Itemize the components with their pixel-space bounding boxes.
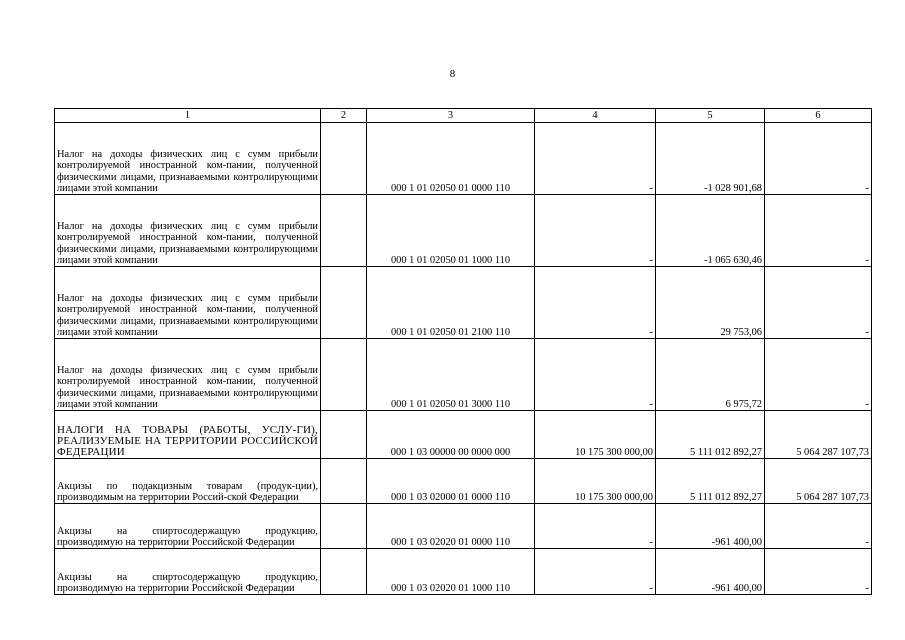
row-code: 000 1 01 02050 01 3000 110	[367, 339, 535, 411]
row-code: 000 1 03 02020 01 1000 110	[367, 549, 535, 595]
row-col6: -	[765, 549, 872, 595]
row-col2	[321, 195, 367, 267]
row-col4: -	[535, 195, 656, 267]
row-col4: 10 175 300 000,00	[535, 411, 656, 459]
row-col5: -1 028 901,68	[656, 123, 765, 195]
header-col-5: 5	[656, 109, 765, 123]
table-row	[55, 504, 872, 549]
row-col5: -961 400,00	[656, 549, 765, 595]
header-row	[55, 109, 872, 123]
row-col5: 29 753,06	[656, 267, 765, 339]
header-col-1: 1	[55, 109, 321, 123]
row-col6: -	[765, 339, 872, 411]
row-col2	[321, 123, 367, 195]
row-code: 000 1 01 02050 01 2100 110	[367, 267, 535, 339]
table-row	[55, 459, 872, 504]
table-row	[55, 549, 872, 595]
row-col6: 5 064 287 107,73	[765, 459, 872, 504]
row-name: Акцизы по подакцизным товарам (продук-ции), производимым на территории Россий-ской Федерации	[55, 459, 321, 504]
row-col4: -	[535, 123, 656, 195]
row-col2	[321, 549, 367, 595]
row-name: Налог на доходы физических лиц с сумм прибыли контролируемой иностранной ком-пании, полученной физическими лицами, признаваемыми контролирующими лицами этой компании	[55, 195, 321, 267]
budget-table	[54, 108, 872, 595]
row-col6: 5 064 287 107,73	[765, 411, 872, 459]
row-name: Акцизы на спиртосодержащую продукцию, производимую на территории Российской Федерации	[55, 549, 321, 595]
row-code: 000 1 03 00000 00 0000 000	[367, 411, 535, 459]
row-col6: -	[765, 123, 872, 195]
table-row	[55, 195, 872, 267]
header-col-6: 6	[765, 109, 872, 123]
row-name: Акцизы на спиртосодержащую продукцию, производимую на территории Российской Федерации	[55, 504, 321, 549]
row-col6: -	[765, 267, 872, 339]
row-name: Налог на доходы физических лиц с сумм прибыли контролируемой иностранной ком-пании, полученной физическими лицами, признаваемыми контролирующими лицами этой компании	[55, 339, 321, 411]
row-col4: -	[535, 339, 656, 411]
row-col2	[321, 267, 367, 339]
row-col5: 5 111 012 892,27	[656, 411, 765, 459]
row-col4: 10 175 300 000,00	[535, 459, 656, 504]
header-col-4: 4	[535, 109, 656, 123]
row-col5: -961 400,00	[656, 504, 765, 549]
row-col6: -	[765, 195, 872, 267]
row-name: Налог на доходы физических лиц с сумм прибыли контролируемой иностранной ком-пании, полученной физическими лицами, признаваемыми контролирующими лицами этой компании	[55, 267, 321, 339]
row-name: НАЛОГИ НА ТОВАРЫ (РАБОТЫ, УСЛУ-ГИ), РЕАЛИЗУЕМЫЕ НА ТЕРРИТОРИИ РОССИЙСКОЙ ФЕДЕРАЦИИ	[55, 411, 321, 459]
header-col-3: 3	[367, 109, 535, 123]
row-code: 000 1 01 02050 01 1000 110	[367, 195, 535, 267]
table-row	[55, 339, 872, 411]
row-col2	[321, 459, 367, 504]
row-code: 000 1 01 02050 01 0000 110	[367, 123, 535, 195]
table-row	[55, 267, 872, 339]
row-col4: -	[535, 504, 656, 549]
row-col4: -	[535, 267, 656, 339]
row-col5: 6 975,72	[656, 339, 765, 411]
row-col2	[321, 411, 367, 459]
row-col4: -	[535, 549, 656, 595]
row-col2	[321, 339, 367, 411]
table-row	[55, 411, 872, 459]
row-col2	[321, 504, 367, 549]
header-col-2: 2	[321, 109, 367, 123]
table-row	[55, 123, 872, 195]
page-number: 8	[449, 68, 456, 80]
row-col5: 5 111 012 892,27	[656, 459, 765, 504]
row-code: 000 1 03 02000 01 0000 110	[367, 459, 535, 504]
row-col5: -1 065 630,46	[656, 195, 765, 267]
row-code: 000 1 03 02020 01 0000 110	[367, 504, 535, 549]
row-col6: -	[765, 504, 872, 549]
row-name: Налог на доходы физических лиц с сумм прибыли контролируемой иностранной ком-пании, полученной физическими лицами, признаваемыми контролирующими лицами этой компании	[55, 123, 321, 195]
